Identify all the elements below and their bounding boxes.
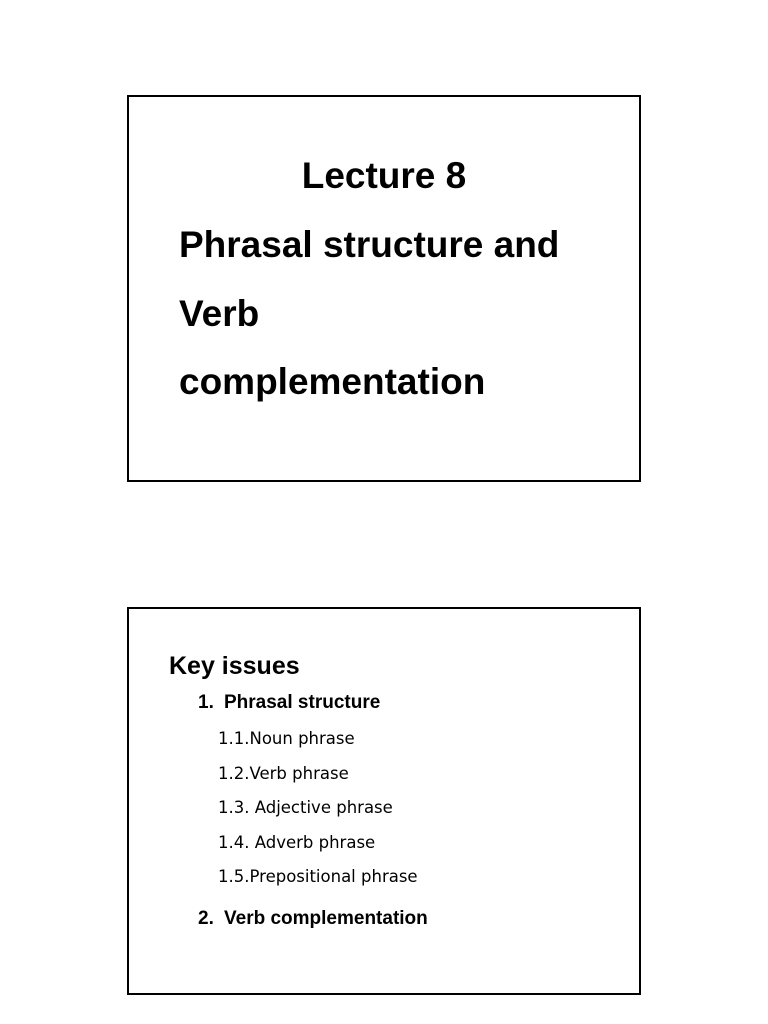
slide-lecture-title xyxy=(127,95,641,482)
list-item-verb-complementation xyxy=(198,907,428,931)
lecture-number: Lecture 8 xyxy=(301,155,467,196)
sublist-item-verb-phrase: 1.2.Verb phrase xyxy=(218,764,349,783)
list-item-phrasal-structure xyxy=(198,691,380,715)
sublist-item-noun-phrase: 1.1.Noun phrase xyxy=(218,729,355,748)
lecture-title-line-1: Phrasal structure and xyxy=(179,224,560,265)
lecture-title-line-2: Verb xyxy=(179,293,260,334)
sublist-item-prepositional-phrase: 1.5.Prepositional phrase xyxy=(218,867,418,886)
list-item-label: Phrasal structure xyxy=(224,692,381,713)
list-item-number: 1. xyxy=(198,692,214,713)
list-item-number: 2. xyxy=(198,908,214,929)
lecture-title-line-3: complementation xyxy=(179,361,486,402)
sublist-item-adverb-phrase: 1.4. Adverb phrase xyxy=(218,833,376,852)
key-issues-heading: Key issues xyxy=(169,652,300,680)
slide-key-issues xyxy=(127,607,641,995)
list-item-label: Verb complementation xyxy=(224,908,428,929)
sublist-item-adjective-phrase: 1.3. Adjective phrase xyxy=(218,798,393,817)
